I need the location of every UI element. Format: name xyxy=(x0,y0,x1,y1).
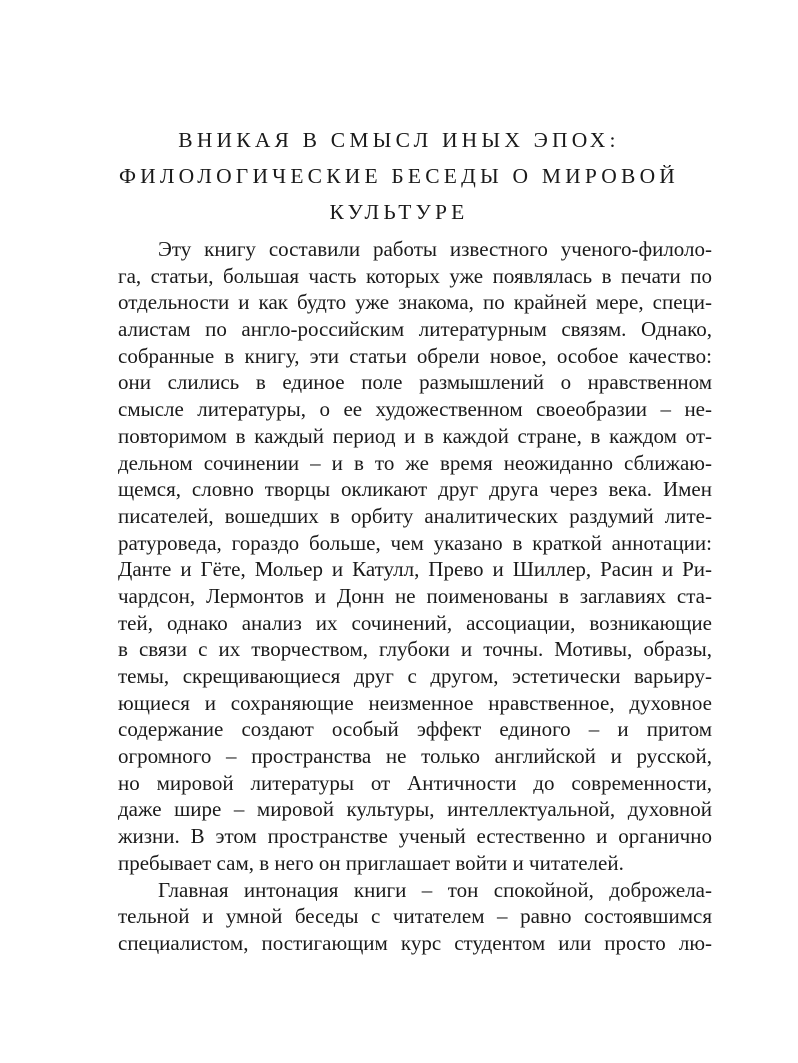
text-line: огромного – пространства не только английской и русской, xyxy=(118,744,712,769)
text-line: тей, однако анализ их сочинений, ассоциации, возникающие xyxy=(118,610,712,635)
body-text xyxy=(118,236,712,957)
text-line: дельном сочинении – и в то же время неожиданно сближаю- xyxy=(118,450,712,475)
chapter-title xyxy=(110,122,688,230)
text-line: щемся, словно творцы окликают друг друга через века. Имен xyxy=(118,477,712,502)
text-line: ратуроведа, гораздо больше, чем указано в краткой аннотации: xyxy=(118,530,712,555)
text-line: га, статьи, большая часть которых уже появлялась в печати по xyxy=(118,263,712,288)
text-line: пребывает сам, в него он приглашает войти и читателей. xyxy=(118,850,624,875)
text-line: собранные в книгу, эти статьи обрели новое, особое качество: xyxy=(118,343,712,368)
text-line: чардсон, Лермонтов и Донн не поименованы в заглавиях ста- xyxy=(118,583,712,608)
text-line: содержание создают особый эффект единого – и притом xyxy=(118,717,712,742)
text-line: ющиеся и сохраняющие неизменное нравственное, духовное xyxy=(118,690,712,715)
text-line: писателей, вошедших в орбиту аналитических раздумий лите- xyxy=(118,503,712,528)
text-line: жизни. В этом пространстве ученый естественно и органично xyxy=(118,824,712,849)
title-line-1: ВНИКАЯ В СМЫСЛ ИНЫХ ЭПОХ: xyxy=(178,128,620,152)
text-line: тельной и умной беседы с читателем – равно состоявшимся xyxy=(118,904,712,929)
text-line: отдельности и как будто уже знакома, по крайней мере, специ- xyxy=(118,290,712,315)
text-line: даже шире – мировой культуры, интеллектуальной, духовной xyxy=(118,797,712,822)
text-line: но мировой литературы от Античности до современности, xyxy=(118,770,712,795)
text-line: они слились в единое поле размышлений о нравственном xyxy=(118,370,712,395)
text-line: темы, скрещивающиеся друг с другом, эстетически варьиру- xyxy=(118,664,712,688)
text-line: смысле литературы, о ее художественном своеобразии – не- xyxy=(118,397,712,422)
title-line-3: КУЛЬТУРЕ xyxy=(329,200,469,224)
text-line: Эту книгу составили работы известного ученого-филоло- xyxy=(158,237,712,261)
title-line-2: ФИЛОЛОГИЧЕСКИЕ БЕСЕДЫ О МИРОВОЙ xyxy=(118,164,680,188)
text-line: Главная интонация книги – тон спокойной, доброжела- xyxy=(158,877,712,902)
text-line: Данте и Гёте, Мольер и Катулл, Прево и Шиллер, Расин и Ри- xyxy=(118,557,712,582)
text-line: повторимом в каждый период и в каждой стране, в каждом от- xyxy=(118,423,712,448)
text-line: в связи с их творчеством, глубоки и точны. Мотивы, образы, xyxy=(118,637,712,662)
text-line: алистам по англо-российским литературным связям. Однако, xyxy=(118,317,712,342)
text-line: специалистом, постигающим курс студентом или просто лю- xyxy=(118,930,712,955)
